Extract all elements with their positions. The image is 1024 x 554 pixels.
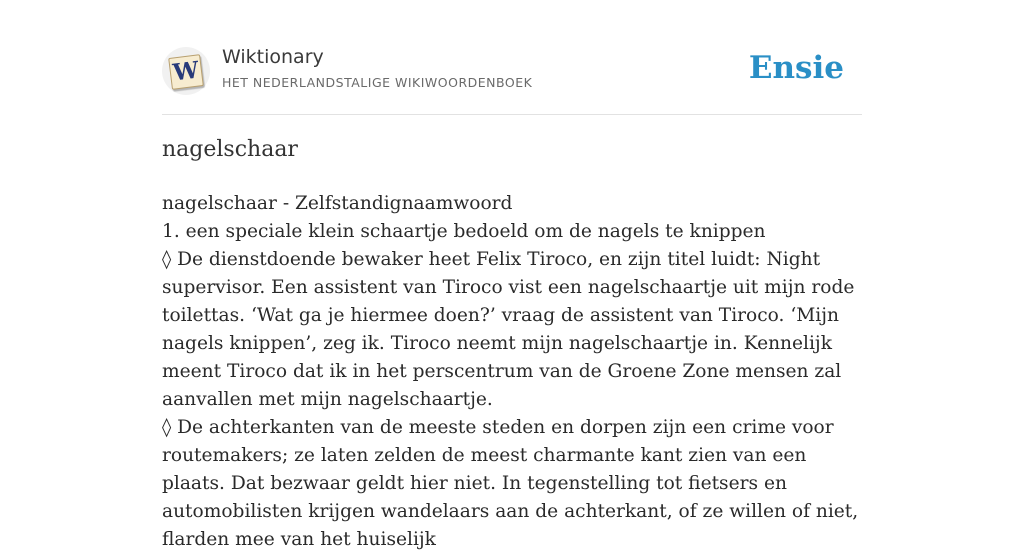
wiktionary-logo-icon[interactable] bbox=[162, 47, 210, 95]
word-type-line: nagelschaar - Zelfstandignaamwoord bbox=[162, 193, 513, 214]
example-sentence: ◊ De achterkanten van de meeste steden en dorpen zijn een crime voor routemakers; ze laten zelden de meest charmante kant zien van een plaats. Dat bezwaar geldt hier niet. In tegenstelling tot fietsers en automobilisten krijgen wandelaars aan de achterkant, of ze willen of niet, flarden mee van het huiselijk bbox=[162, 417, 859, 550]
site-subtitle: HET NEDERLANDSTALIGE WIKIWOORDENBOEK bbox=[222, 75, 533, 90]
example-sentence: ◊ De dienstdoende bewaker heet Felix Tiroco, en zijn titel luidt: Night supervisor. Een assistent van Tiroco vist een nagelschaartje uit mijn rode toilettas. ‘Wat ga je hiermee doen?’ vraag de assistent van Tiroco. ‘Mijn nagels knippen’, zeg ik. Tiroco neemt mijn nagelschaartje in. Kennelijk meent Tiroco dat ik in het perscentrum van de Groene Zone mensen zal aanvallen met mijn nagelschaartje. bbox=[162, 249, 855, 410]
ensie-logo[interactable]: Ensie bbox=[748, 50, 844, 86]
logo-tile: W bbox=[168, 54, 204, 90]
site-title[interactable]: Wiktionary bbox=[222, 46, 324, 68]
site-header bbox=[162, 44, 862, 115]
entry-title: nagelschaar bbox=[162, 137, 298, 162]
definition: 1. een speciale klein schaartje bedoeld om de nagels te knippen bbox=[162, 221, 766, 242]
entry-content bbox=[162, 190, 862, 554]
